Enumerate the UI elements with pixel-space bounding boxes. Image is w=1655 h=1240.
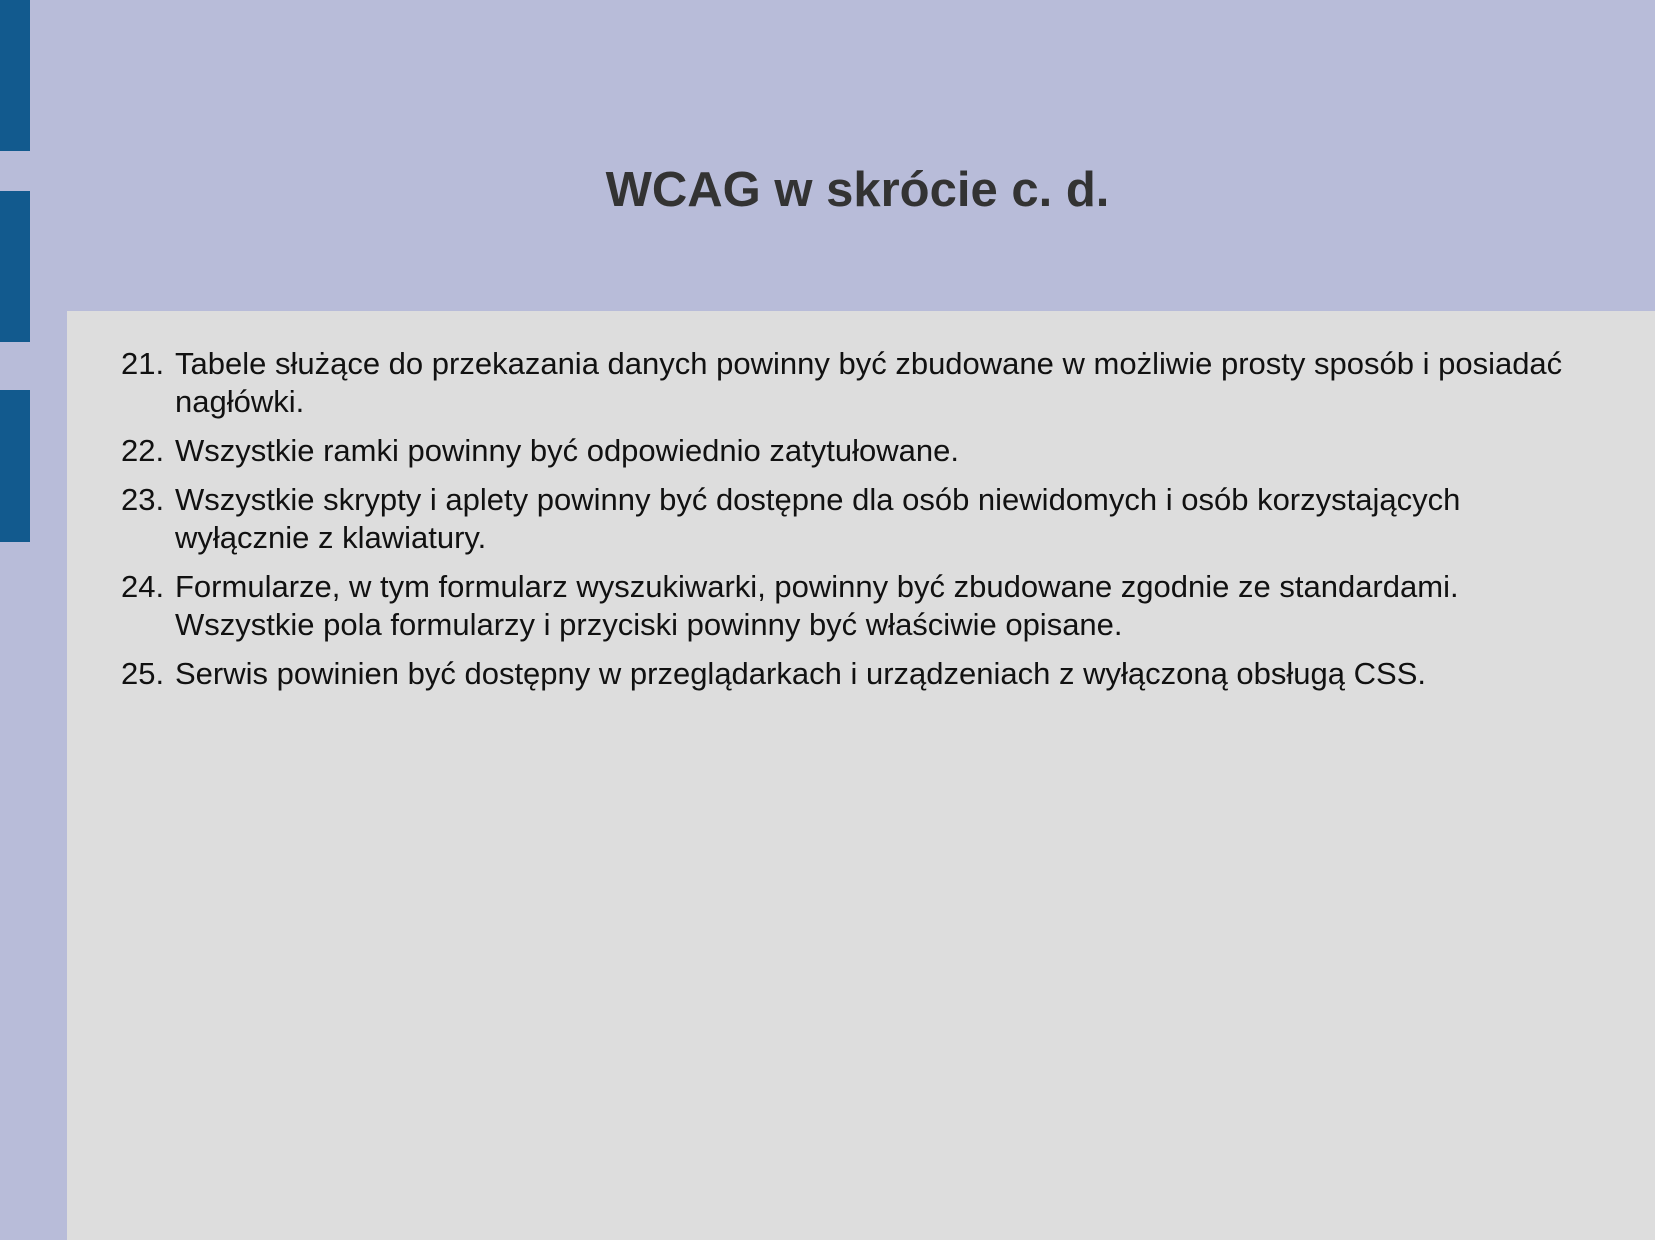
list-item-25 [121,655,1601,693]
list-item-21 [121,345,1601,421]
item-text: Wszystkie skrypty i aplety powinny być dostępne dla osób niewidomych i osób korzystających wyłącznie z klawiatury. [175,482,1461,555]
slide-title: WCAG w skrócie c. d. [605,163,1110,217]
item-number: 21. [121,346,165,381]
item-number: 25. [121,656,165,691]
accent-bar-top [0,0,30,151]
item-number: 23. [121,482,165,517]
item-number: 22. [121,433,165,468]
item-list [121,345,1601,704]
item-text: Tabele służące do przekazania danych powinny być zbudowane w możliwie prosty sposób i posiadać nagłówki. [175,346,1563,419]
content-panel [67,311,1655,1240]
item-text: Formularze, w tym formularz wyszukiwarki, powinny być zbudowane zgodnie ze standardami. Wszystkie pola formularzy i przyciski powinny być właściwie opisane. [175,569,1459,642]
item-text: Wszystkie ramki powinny być odpowiednio zatytułowane. [175,433,959,468]
item-text: Serwis powinien być dostępny w przeglądarkach i urządzeniach z wyłączoną obsługą CSS. [175,656,1426,691]
list-item-22 [121,432,1601,470]
accent-bar-bottom [0,390,30,542]
item-number: 24. [121,569,165,604]
accent-bar-middle [0,191,30,342]
list-item-23 [121,481,1601,557]
list-item-24 [121,568,1601,644]
